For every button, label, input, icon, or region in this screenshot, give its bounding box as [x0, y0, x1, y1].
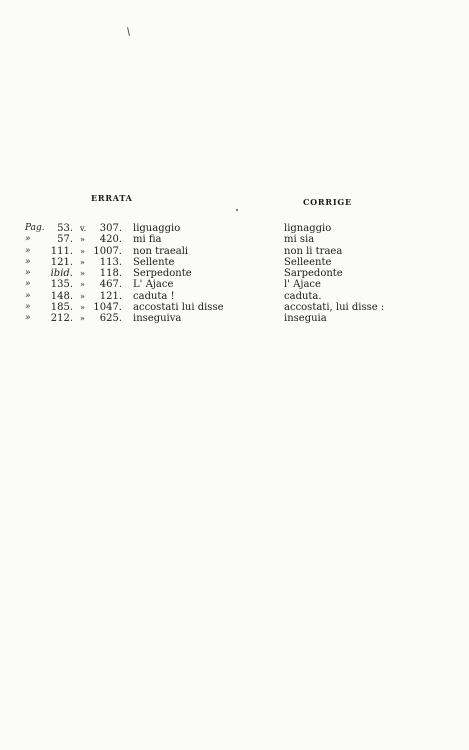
verse-marker: »	[80, 303, 85, 313]
paper-speck	[127, 27, 130, 36]
page-prefix: »	[25, 290, 31, 301]
corrected-text: mi sia	[284, 234, 315, 246]
errata-table	[0, 223, 469, 325]
erroneous-text: L' Ajace	[133, 279, 174, 291]
errata-row	[0, 234, 469, 245]
page-number: 53.	[57, 223, 73, 234]
verse-number: 113.	[99, 256, 122, 268]
page-prefix: »	[25, 268, 31, 279]
errata-row	[0, 223, 469, 234]
page-prefix: Pag.	[25, 223, 45, 233]
errata-row	[0, 313, 469, 324]
erroneous-text: Sellente	[133, 256, 175, 268]
errata-row	[0, 291, 469, 302]
page-number: 111.	[50, 245, 73, 257]
page-prefix: »	[25, 313, 31, 324]
corrected-text: lignaggio	[284, 223, 332, 234]
erroneous-text: liguaggio	[133, 223, 181, 234]
errata-row	[0, 257, 469, 268]
errata-row	[0, 279, 469, 290]
page-number: 212.	[50, 313, 73, 325]
erroneous-text: accostati lui disse	[133, 302, 224, 314]
corrected-text: non li traea	[284, 245, 343, 257]
page-prefix: »	[25, 302, 31, 313]
corrected-text: Selleente	[284, 256, 332, 268]
verse-marker: »	[80, 280, 85, 290]
verse-marker: »	[80, 257, 85, 267]
page-prefix: »	[25, 245, 31, 256]
verse-marker: »	[80, 235, 85, 245]
errata-row	[0, 246, 469, 257]
erroneous-text: mi fia	[133, 234, 162, 246]
paper-speck	[236, 209, 238, 211]
verse-marker: »	[80, 314, 85, 324]
erroneous-text: caduta !	[133, 290, 175, 302]
verse-number: 121.	[99, 290, 122, 302]
page-number: 148.	[50, 290, 73, 302]
corrected-text: Sarpedonte	[284, 268, 343, 280]
page-prefix: »	[25, 256, 31, 267]
verse-number: 625.	[99, 313, 122, 325]
corrected-text: l' Ajace	[284, 279, 321, 291]
corrige-heading: CORRIGE	[303, 197, 352, 207]
page-number: 135.	[50, 279, 73, 291]
errata-row	[0, 268, 469, 279]
verse-number: 467.	[99, 279, 122, 291]
page-number: 121.	[50, 256, 73, 268]
verse-marker: v.	[80, 224, 87, 233]
page-number: 57.	[57, 234, 73, 246]
corrected-text: accostati, lui disse :	[284, 302, 385, 314]
page-number: 185.	[50, 302, 73, 314]
verse-number: 420.	[99, 234, 122, 246]
corrected-text: caduta.	[284, 290, 322, 302]
verse-number: 118.	[99, 268, 122, 280]
verse-marker: »	[80, 269, 85, 279]
verse-number: 1047.	[93, 302, 122, 314]
page-prefix: »	[25, 234, 31, 245]
verse-marker: »	[80, 246, 85, 256]
verse-number: 307.	[99, 223, 122, 234]
verse-marker: »	[80, 291, 85, 301]
erroneous-text: non traeali	[133, 245, 189, 257]
erroneous-text: inseguiva	[133, 313, 182, 325]
verse-number: 1007.	[93, 245, 122, 257]
page-number: ibid.	[50, 268, 73, 280]
corrected-text: inseguia	[284, 313, 327, 325]
errata-row	[0, 302, 469, 313]
errata-heading: ERRATA	[91, 193, 133, 203]
erroneous-text: Serpedonte	[133, 268, 192, 280]
page-prefix: »	[25, 279, 31, 290]
